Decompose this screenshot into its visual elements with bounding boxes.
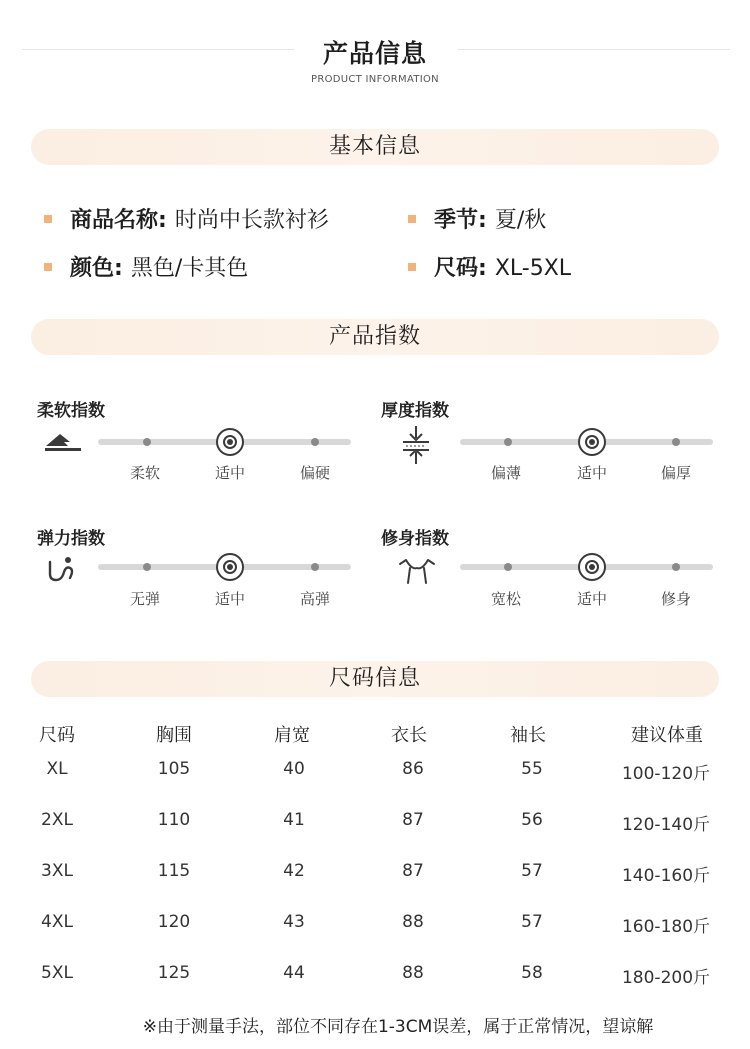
elasticity-tick-1: 无弹 xyxy=(129,590,160,608)
column-header: 衣长 xyxy=(391,725,427,746)
table-cell: 2XL xyxy=(41,810,73,830)
table-row xyxy=(0,861,750,891)
fit-tick-3: 修身 xyxy=(660,590,691,608)
thickness-selected-marker xyxy=(578,428,606,456)
elasticity-dot-1 xyxy=(143,563,151,571)
table-cell: 4XL xyxy=(41,912,73,932)
section-basic-info: 基本信息 xyxy=(31,129,719,165)
fit-icon xyxy=(398,556,436,586)
section-product-index: 产品指数 xyxy=(31,319,719,355)
elasticity-selected-marker xyxy=(216,553,244,581)
elasticity-dot-3 xyxy=(311,563,319,571)
table-cell: 41 xyxy=(283,810,305,830)
info-item-color xyxy=(44,251,248,282)
column-header: 尺码 xyxy=(39,725,75,746)
thickness-tick-2: 适中 xyxy=(576,464,607,482)
elasticity-tick-3: 高弹 xyxy=(299,590,330,608)
table-cell: 44 xyxy=(283,963,305,983)
softness-tick-1: 柔软 xyxy=(129,464,160,482)
softness-dot-1 xyxy=(143,438,151,446)
info-value: 黑色/卡其色 xyxy=(130,256,249,281)
softness-tick-2: 适中 xyxy=(214,464,245,482)
index-title-thickness: 厚度指数 xyxy=(381,401,449,421)
column-header: 肩宽 xyxy=(274,725,310,746)
table-row xyxy=(0,759,750,789)
table-cell: 58 xyxy=(521,963,543,983)
info-label: 商品名称: xyxy=(70,208,167,233)
info-value: XL-5XL xyxy=(494,256,572,281)
index-title-softness: 柔软指数 xyxy=(37,401,105,421)
table-cell: 160-180斤 xyxy=(621,917,711,937)
info-value: 时尚中长款衬衫 xyxy=(174,208,329,233)
fit-selected-marker xyxy=(578,553,606,581)
table-cell: 100-120斤 xyxy=(621,764,711,784)
table-cell: 140-160斤 xyxy=(621,866,711,886)
table-cell: 105 xyxy=(157,759,191,779)
table-cell: 87 xyxy=(402,810,424,830)
thickness-dot-3 xyxy=(672,438,680,446)
softness-tick-3: 偏硬 xyxy=(299,464,330,482)
table-cell: 5XL xyxy=(41,963,73,983)
table-row xyxy=(0,963,750,993)
table-cell: 125 xyxy=(157,963,191,983)
table-cell: 115 xyxy=(157,861,191,881)
table-cell: 43 xyxy=(283,912,305,932)
page-title: 产品信息 xyxy=(322,39,427,68)
column-header: 建议体重 xyxy=(631,725,703,746)
table-cell: 3XL xyxy=(41,861,73,881)
index-title-fit: 修身指数 xyxy=(381,529,449,549)
info-label: 颜色: xyxy=(70,256,123,281)
softness-selected-marker xyxy=(216,428,244,456)
section-size-info: 尺码信息 xyxy=(31,661,719,697)
info-label: 季节: xyxy=(434,208,487,233)
page-subtitle: PRODUCT INFORMATION xyxy=(311,74,439,85)
thickness-icon xyxy=(400,424,432,466)
bullet-icon xyxy=(44,263,52,271)
fit-dot-3 xyxy=(672,563,680,571)
fit-tick-2: 适中 xyxy=(576,590,607,608)
table-row xyxy=(0,912,750,942)
table-row xyxy=(0,810,750,840)
info-item-product-name xyxy=(44,203,329,234)
info-item-size xyxy=(408,251,571,282)
table-cell: 120-140斤 xyxy=(621,815,711,835)
table-cell: 42 xyxy=(283,861,305,881)
column-header: 胸围 xyxy=(156,725,192,746)
stretch-icon xyxy=(46,554,80,584)
table-cell: 55 xyxy=(521,759,543,779)
bullet-icon xyxy=(44,215,52,223)
size-table-header xyxy=(0,721,750,751)
table-cell: 40 xyxy=(283,759,305,779)
table-cell: 88 xyxy=(402,912,424,932)
thickness-dot-1 xyxy=(504,438,512,446)
info-value: 夏/秋 xyxy=(494,208,547,233)
table-cell: 180-200斤 xyxy=(621,968,711,988)
fit-tick-1: 宽松 xyxy=(490,590,521,608)
info-label: 尺码: xyxy=(434,256,487,281)
index-title-elasticity: 弹力指数 xyxy=(37,529,105,549)
elasticity-tick-2: 适中 xyxy=(214,590,245,608)
bullet-icon xyxy=(408,215,416,223)
softness-dot-3 xyxy=(311,438,319,446)
table-cell: 56 xyxy=(521,810,543,830)
table-cell: 87 xyxy=(402,861,424,881)
table-cell: 120 xyxy=(157,912,191,932)
info-item-season xyxy=(408,203,546,234)
table-cell: 57 xyxy=(521,861,543,881)
thickness-tick-3: 偏厚 xyxy=(660,464,691,482)
table-cell: 110 xyxy=(157,810,191,830)
feather-icon xyxy=(44,428,84,456)
fit-dot-1 xyxy=(504,563,512,571)
table-cell: XL xyxy=(46,759,68,779)
measurement-note: ※由于测量手法，部位不同存在1-3CM误差，属于正常情况，望谅解 xyxy=(142,1017,654,1037)
bullet-icon xyxy=(408,263,416,271)
thickness-tick-1: 偏薄 xyxy=(490,464,521,482)
table-cell: 88 xyxy=(402,963,424,983)
table-cell: 86 xyxy=(402,759,424,779)
column-header: 袖长 xyxy=(510,725,546,746)
table-cell: 57 xyxy=(521,912,543,932)
